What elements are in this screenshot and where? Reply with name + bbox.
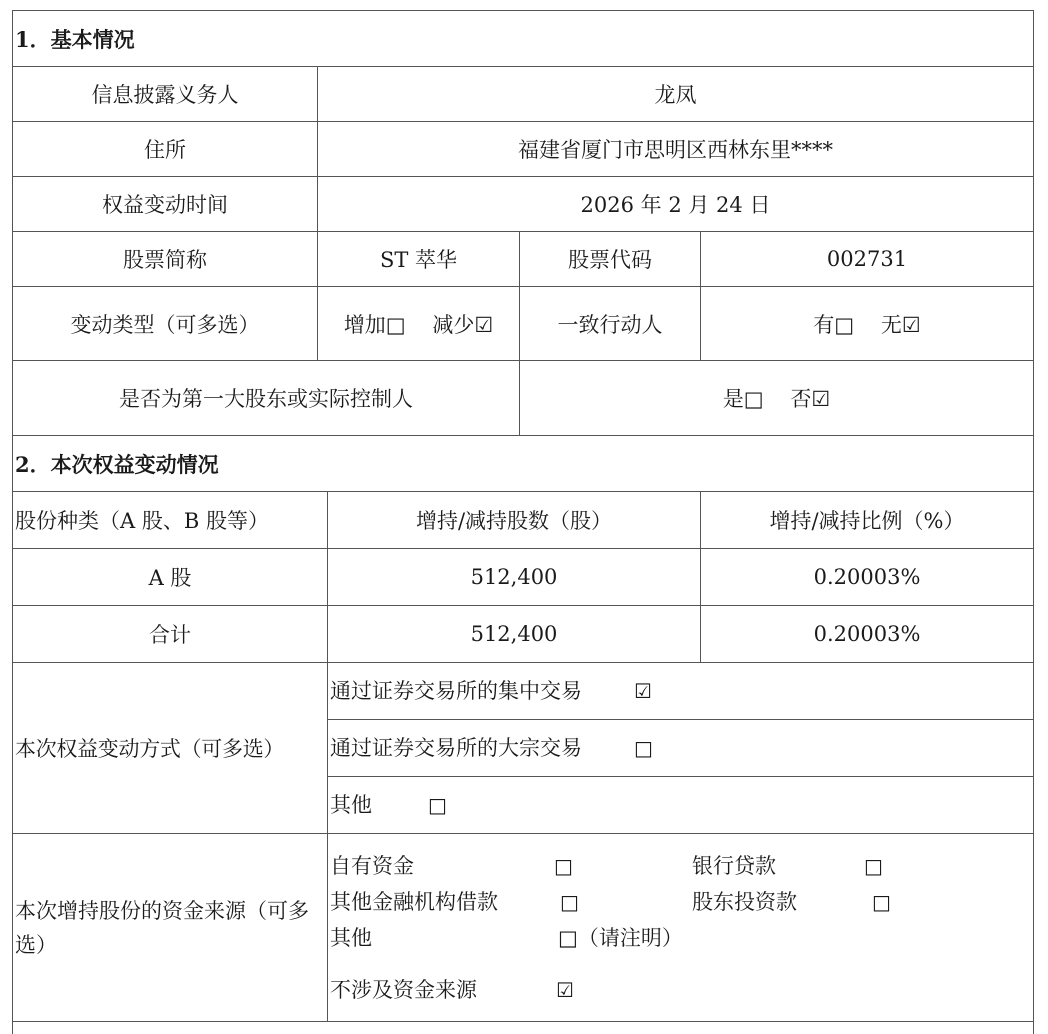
source-fin-checkbox[interactable]: □ bbox=[560, 889, 579, 914]
method-block[interactable] bbox=[328, 720, 1033, 777]
largest-no-checkbox[interactable]: 否☑ bbox=[790, 387, 831, 411]
row-total-ratio: 0.20003% bbox=[701, 606, 1034, 663]
source-options bbox=[328, 834, 1034, 1022]
table-row bbox=[13, 606, 1034, 663]
header-share-count bbox=[328, 492, 701, 549]
disclosure-table bbox=[12, 10, 1034, 1034]
decrease-checkbox[interactable]: 减少☑ bbox=[432, 312, 494, 337]
concert-label: 一致行动人 bbox=[520, 287, 701, 361]
method-block-label: 通过证券交易所的大宗交易 bbox=[330, 736, 582, 760]
source-own-checkbox[interactable]: □ bbox=[554, 853, 573, 878]
row-a-ratio: 0.20003% bbox=[701, 549, 1034, 606]
source-na-checkbox[interactable]: ☑ bbox=[556, 977, 574, 1002]
method-central-checkbox[interactable]: ☑ bbox=[634, 679, 652, 703]
concert-options bbox=[701, 287, 1034, 361]
source-holder-label: 股东投资款 bbox=[692, 889, 797, 914]
change-type-options bbox=[318, 287, 520, 361]
method-central-label: 通过证券交易所的集中交易 bbox=[330, 679, 582, 703]
section-1-title: 1．基本情况 bbox=[13, 11, 1034, 67]
source-label: 本次增持股份的资金来源（可多选） bbox=[13, 834, 328, 1022]
address-label: 住所 bbox=[13, 122, 318, 177]
stock-code-label: 股票代码 bbox=[520, 232, 701, 287]
section-2-title: 2．本次权益变动情况 bbox=[13, 436, 1034, 492]
source-holder-checkbox[interactable]: □ bbox=[872, 889, 891, 914]
address-value: 福建省厦门市思明区西林东里**** bbox=[318, 122, 1034, 177]
method-central[interactable] bbox=[328, 663, 1033, 720]
source-na-label: 不涉及资金来源 bbox=[330, 977, 477, 1002]
largest-yes-checkbox[interactable]: 是□ bbox=[722, 387, 764, 411]
row-a-type: A 股 bbox=[13, 549, 328, 606]
stock-code-value: 002731 bbox=[701, 232, 1034, 287]
row-total-shares: 512,400 bbox=[328, 606, 701, 663]
method-other[interactable] bbox=[328, 777, 1033, 833]
increase-checkbox[interactable]: 增加□ bbox=[343, 312, 406, 337]
stock-name-label: 股票简称 bbox=[13, 232, 318, 287]
method-other-label: 其他 bbox=[330, 793, 372, 817]
method-options bbox=[328, 663, 1034, 834]
stock-name-value: ST 萃华 bbox=[318, 232, 520, 287]
method-other-checkbox[interactable]: □ bbox=[428, 793, 447, 817]
change-type-label: 变动类型（可多选） bbox=[13, 287, 318, 361]
source-other-checkbox[interactable]: □（请注明） bbox=[558, 925, 683, 950]
time-value: 2026 年 2 月 24 日 bbox=[318, 177, 1034, 232]
largest-holder-options bbox=[520, 361, 1034, 436]
time-label: 权益变动时间 bbox=[13, 177, 318, 232]
discloser-label: 信息披露义务人 bbox=[13, 67, 318, 122]
table-row bbox=[13, 549, 1034, 606]
source-bank-checkbox[interactable]: □ bbox=[864, 853, 883, 878]
method-block-checkbox[interactable]: □ bbox=[634, 736, 653, 760]
largest-holder-label: 是否为第一大股东或实际控制人 bbox=[13, 361, 520, 436]
source-other-label: 其他 bbox=[330, 925, 372, 950]
row-total-type: 合计 bbox=[13, 606, 328, 663]
source-fin-label: 其他金融机构借款 bbox=[330, 889, 498, 914]
row-a-shares: 512,400 bbox=[328, 549, 701, 606]
source-own-label: 自有资金 bbox=[330, 853, 414, 878]
source-bank-label: 银行贷款 bbox=[692, 853, 776, 878]
discloser-value: 龙凤 bbox=[318, 67, 1034, 122]
header-share-ratio: 增持/减持比例（%） bbox=[701, 492, 1034, 549]
header-share-count-text: 增持/减持股数（股） bbox=[415, 509, 613, 533]
method-label: 本次权益变动方式（可多选） bbox=[13, 663, 328, 834]
concert-yes-checkbox[interactable]: 有□ bbox=[813, 312, 855, 337]
header-share-type: 股份种类（A 股、B 股等） bbox=[13, 492, 328, 549]
concert-no-checkbox[interactable]: 无☑ bbox=[880, 312, 921, 337]
